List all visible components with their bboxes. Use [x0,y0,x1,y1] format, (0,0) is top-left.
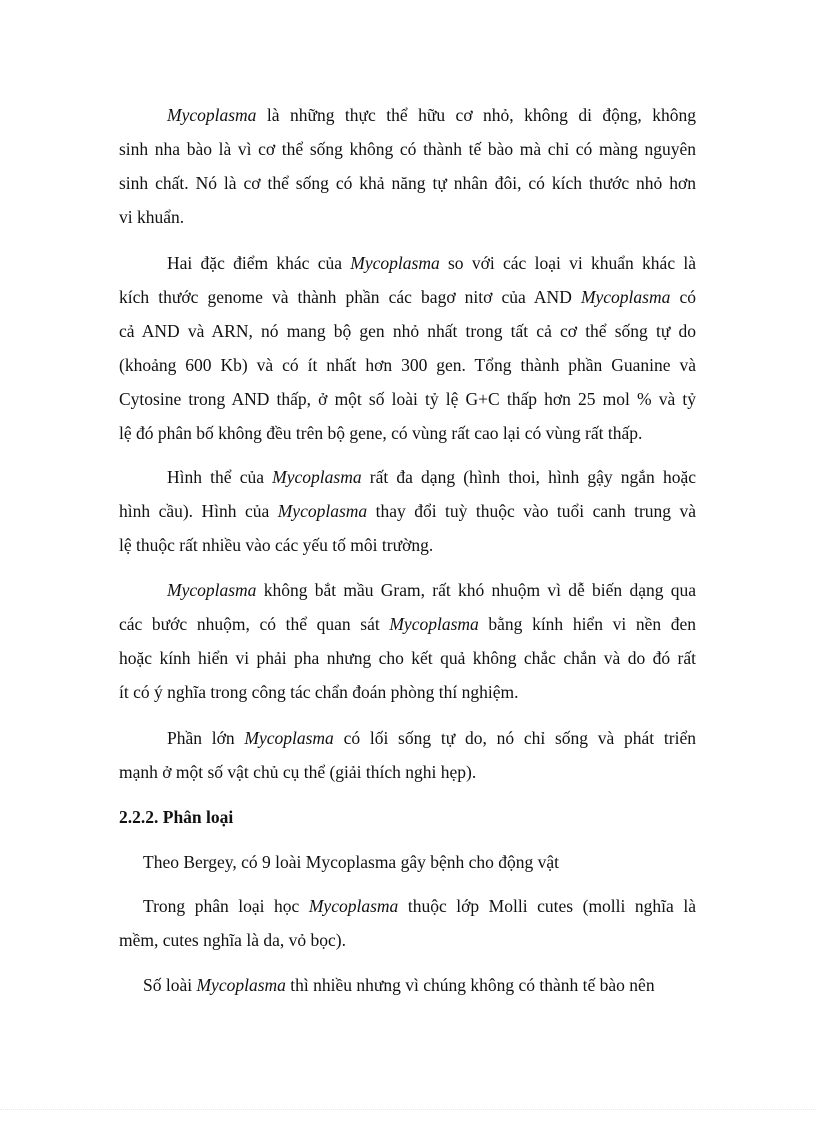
text-run: so với các loại vi khuẩn khác là [439,253,696,273]
text-run: cả AND và ARN, nó mang bộ gen nhỏ nhất trong tất cả cơ thể sống tự do [119,321,696,341]
text-run: không bắt mầu Gram, rất khó nhuộm vì dễ biến dạng qua [256,580,696,600]
text-run: Trong phân loại học [143,896,309,916]
text-run: ít có ý nghĩa trong công tác chẩn đoán phòng thí nghiệm. [119,682,519,702]
text-run: (khoảng 600 Kb) và có ít nhất hơn 300 gen. Tổng thành phần Guanine và [119,355,696,375]
text-run: vi khuẩn. [119,207,185,227]
text-run: hoặc kính hiển vi phải pha nhưng cho kết quả không chắc chắn và do đó rất [119,648,696,668]
text-run: thì nhiều nhưng vì chúng không có thành tế bào nên [285,975,655,995]
paragraph-line [143,894,696,918]
text-run: có lối sống tự do, nó chỉ sống và phát triển [333,728,696,748]
text-run: Phần lớn [167,728,245,748]
italic-term: Mycoplasma [389,614,479,634]
text-run: thay đổi tuỳ thuộc vào tuổi canh trung và [367,501,696,521]
paragraph-line [119,646,696,670]
paragraph-line [119,928,696,952]
paragraph-line [119,499,696,523]
paragraph-line [119,353,696,377]
text-run: rất đa dạng (hình thoi, hình gậy ngắn hoặc [361,467,696,487]
text-run: Hình thể của [167,467,273,487]
text-run: các bước nhuộm, có thể quan sát [119,614,390,634]
paragraph-line [119,612,696,636]
text-run: bằng kính hiển vi nền đen [478,614,696,634]
text-run: Hai đặc điểm khác của [167,253,351,273]
paragraph-line [119,760,696,784]
text-run: Số loài [143,975,197,995]
section-heading: 2.2.2. Phân loại [119,807,234,827]
italic-term: Mycoplasma [272,467,362,487]
text-run: Theo Bergey, có 9 loài Mycoplasma gây bệnh cho động vật [143,852,560,872]
italic-term: Mycoplasma [308,896,399,916]
text-run: sinh chất. Nó là cơ thể sống có khả năng tự nhân đôi, có kích thước nhỏ hơn [119,173,696,193]
paragraph-line [119,421,696,445]
paragraph-line [119,285,696,309]
text-run: là những thực thể hữu cơ nhỏ, không di động, không [256,105,696,125]
paragraph-line [119,533,696,557]
paragraph-line [143,850,696,874]
text-run: có [670,287,696,307]
paragraph-line [119,319,696,343]
italic-term: Mycoplasma [167,105,257,125]
text-run: lệ đó phân bố không đều trên bộ gene, có vùng rất cao lại có vùng rất thấp. [119,423,643,443]
italic-term: Mycoplasma [167,580,257,600]
italic-term: Mycoplasma [580,287,671,307]
text-run: thuộc lớp Molli cutes (molli nghĩa là [398,896,696,916]
paragraph-line [143,973,696,997]
paragraph-line [167,578,696,602]
paragraph-line [167,465,696,489]
text-run: hình cầu). Hình của [119,501,278,521]
text-run: sinh nha bào là vì cơ thể sống không có thành tế bào mà chỉ có màng nguyên [119,139,696,159]
paragraph-line [167,251,696,275]
paragraph-line [119,205,696,229]
text-run: mềm, cutes nghĩa là da, vỏ bọc). [119,930,346,950]
paragraph-line [119,171,696,195]
paragraph-line [167,103,696,127]
paragraph-line [167,726,696,750]
page-bottom-rule [0,1109,816,1110]
paragraph-line [119,137,696,161]
italic-term: Mycoplasma [244,728,334,748]
italic-term: Mycoplasma [196,975,286,995]
text-run: kích thước genome và thành phần các bagơ nitơ của AND [119,287,581,307]
text-run: Cytosine trong AND thấp, ở một số loài tỷ lệ G+C thấp hơn 25 mol % và tỷ [119,389,696,409]
paragraph-line [119,680,696,704]
text-run: mạnh ở một số vật chủ cụ thể (giải thích nghi hẹp). [119,762,477,782]
paragraph-line [119,387,696,411]
italic-term: Mycoplasma [350,253,440,273]
text-run: lệ thuộc rất nhiều vào các yếu tố môi trường. [119,535,434,555]
italic-term: Mycoplasma [277,501,368,521]
document-body [119,103,696,1003]
